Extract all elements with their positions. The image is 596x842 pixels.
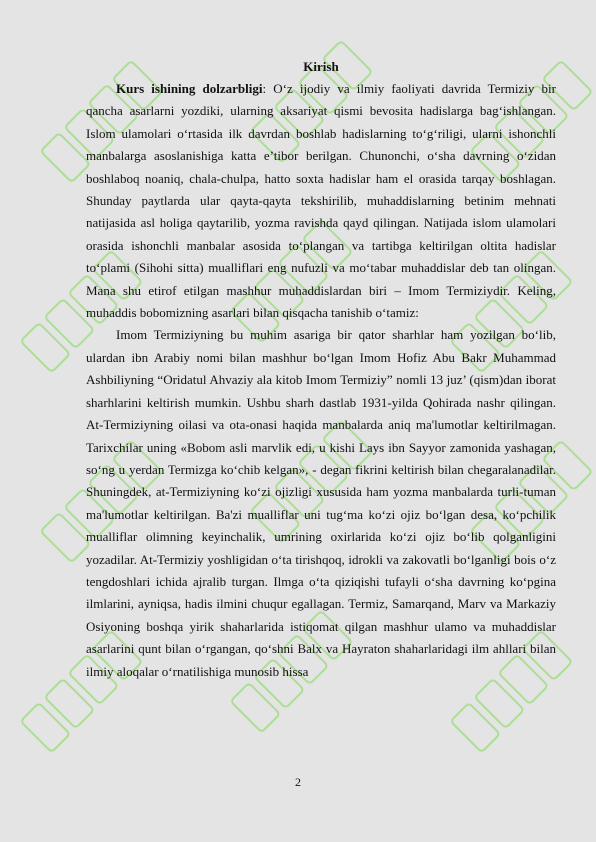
document-body (86, 56, 556, 683)
paragraph-2-text: Imom Termiziyning bu muhim asariga bir qator sharhlar ham yozilgan bo‘lib, ulardan ibn Arabiy nomi bilan mashhur bo‘lgan Imom Hofiz Abu Bakr Muhammad Ashbiliyning “Oridatul Ahvaziy ala kitob Imom Termiziy” nomli 13 juz’ (qism)dan iborat sharhlarini keltirish mumkin. Ushbu sharh dastlab 1931-yilda Qohirada nashr qilingan. At-Termiziyning oilasi va ota-onasi haqida manbalarda aniq ma'lumotlar keltirilmagan. Tarixchilar uning «Bobom asli marvlik edi, u kishi Lays ibn Sayyor zamonida yashagan, so‘ng u yerdan Termizga ko‘chib kelgan», - degan fikrini keltirish bilan chegaralanadilar. Shuningdek, at-Termiziyning ko‘zi ojizligi xususida ham yozma manbalarda turli-tuman ma'lumotlar keltirilgan. Ba'zi mualliflar uni tug‘ma ko‘zi ojiz bo‘lgan desa, ko‘pchilik mualliflar olimning keyinchalik, umrining oxirlarida ko‘zi ojiz bo‘lib qolganligini yozadilar. At-Termiziy yoshligidan o‘ta tirishqoq, idrokli va zakovatli bo‘lganligi bois o‘z tengdoshlari ichida ajralib turgan. Ilmga o‘ta qiziqishi tufayli o‘sha davrning ko‘pgina ilmlarini, ayniqsa, hadis ilmini chuqur egallagan. Termiz, Samarqand, Marv va Markaziy Osiyoning boshqa yirik shaharlarida istiqomat qilgan mashhur ulamo va muhaddislar asarlarini qunt bilan o‘rgangan, qo‘shni Balx va Hayraton shaharlaridagi ilm ahllari bilan ilmiy aloqalar o‘rnatilishiga munosib hissa (86, 327, 556, 679)
paragraph-1-lead: Kurs ishining dolzarbligi (116, 81, 263, 96)
paragraph-1 (86, 78, 556, 324)
document-title: Kirish (303, 59, 339, 74)
page-number: 2 (295, 775, 301, 789)
paragraph-1-text: : O‘z ijodiy va ilmiy faoliyati davrida Termiziy bir qancha asarlarni yozdiki, ularning aksariyat qismi bevosita hadislarga bag‘ishlangan. Islom ulamolari o‘rtasida ilk davrdan boshlab hadislarning to‘g‘riligi, ularni ishonchli manbalarga asoslanishiga katta e’tibor berilgan. Chunonchi, o‘sha davrning o‘zidan boshlaboq noaniq, chala-chulpa, hatto soxta hadislar ham el orasida tarqay boshlagan. Shunday paytlarda ular qayta-qayta tekshirilib, muhaddislarning betinim mehnati natijasida asl holiga qaytarilib, yozma ravishda qayd qilingan. Natijada islom ulamolari orasida ishonchli manbalar asosida to‘plangan va tartibga keltirilgan oltita hadislar to‘plami (Sihohi sitta) mualliflari eng nufuzli va mo‘tabar muhaddislar deb tan olingan. Mana shu etirof etilgan mashhur muhaddislardan biri – Imom Termiziydir. Keling, muhaddis bobomizning asarlari bilan qisqacha tanishib o‘tamiz: (86, 81, 556, 321)
paragraph-2 (86, 324, 556, 683)
